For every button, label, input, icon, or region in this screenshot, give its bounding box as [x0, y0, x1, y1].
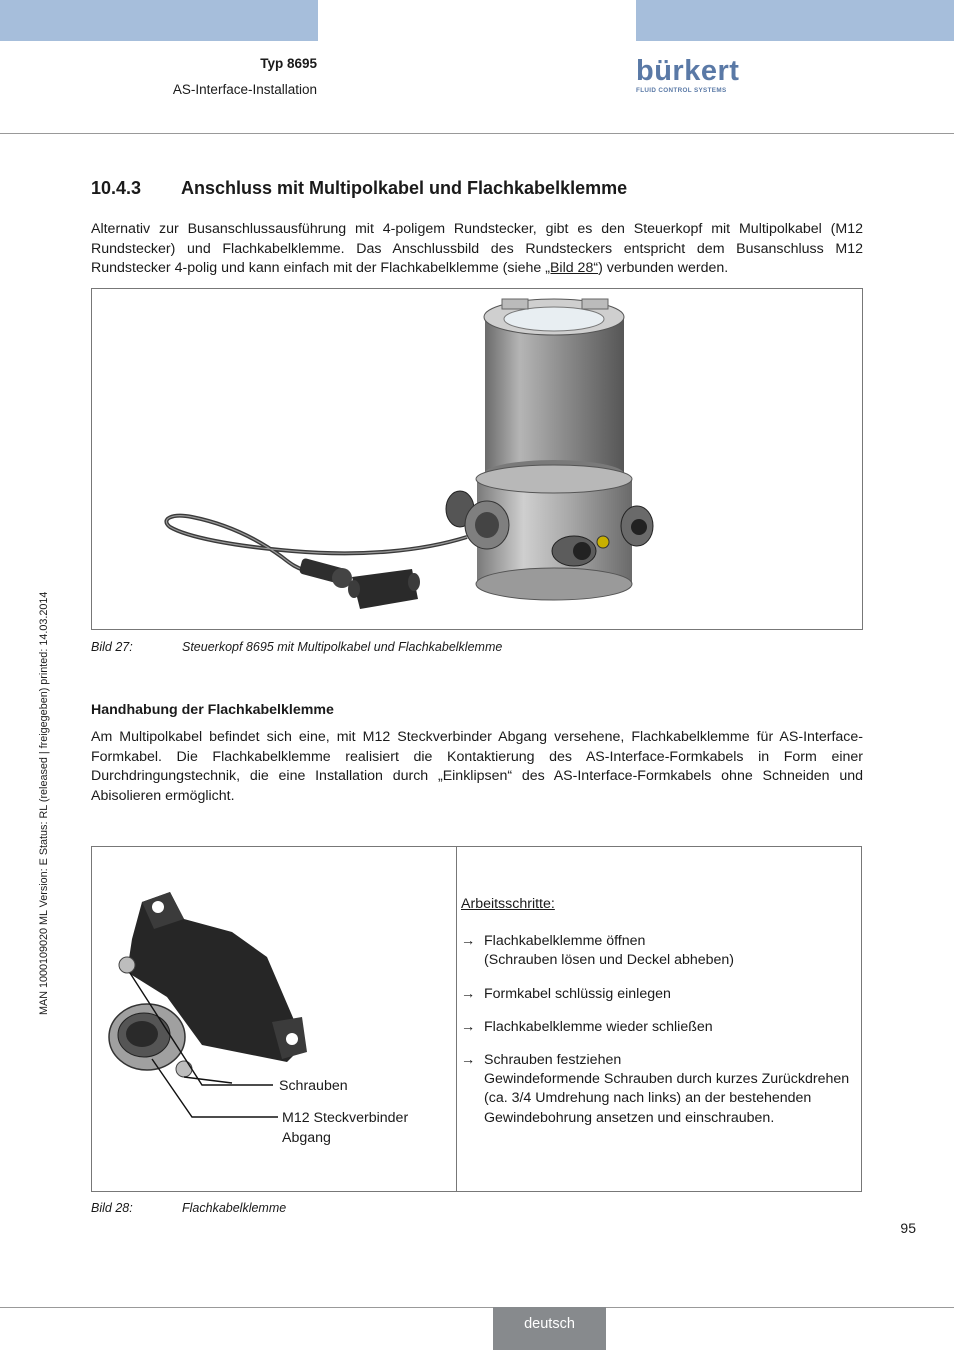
- header-type: Typ 8695: [260, 56, 317, 71]
- arrow-right-icon: →: [461, 933, 476, 950]
- step-text: Formkabel schlüssig einlegen: [484, 985, 671, 1002]
- step-detail: (Schrauben lösen und Deckel abheben): [484, 952, 735, 969]
- arrow-right-icon: →: [461, 1018, 476, 1035]
- figure-27-illustration: [92, 289, 862, 629]
- footer-divider: [0, 1307, 954, 1308]
- figure-28-caption-text: Flachkabelklemme: [182, 1201, 287, 1215]
- figure-28-frame: [91, 846, 862, 1192]
- step-text: Flachkabelklemme wieder schließen: [484, 1018, 713, 1035]
- label-m12-line1: M12 Steckverbinder: [282, 1110, 409, 1126]
- figure-27-caption: [91, 640, 502, 654]
- logo-tagline: FLUID CONTROL SYSTEMS: [636, 87, 727, 94]
- step-text: Schrauben festziehen: [484, 1052, 622, 1069]
- header-band-left: [0, 0, 318, 41]
- burkert-logo: [636, 55, 740, 98]
- figure-reference-link[interactable]: „Bild 28“: [545, 260, 599, 276]
- document-meta-sidebar: MAN 1000109020 ML Version: E Status: RL (released | freigegeben) printed: 14.03.2014: [38, 591, 50, 1015]
- step-item: [461, 1018, 856, 1037]
- language-tab: deutsch: [493, 1307, 606, 1350]
- section-title: [91, 178, 627, 199]
- logo-wordmark: bürkert: [636, 55, 740, 87]
- section-number: 10.4.3: [91, 178, 142, 198]
- figure-28-column-divider: [456, 847, 457, 1191]
- label-m12-line2: Abgang: [282, 1129, 331, 1146]
- step-item: [461, 1051, 856, 1128]
- figure-27-caption-label: Bild 27:: [91, 640, 133, 654]
- section-title-text: Anschluss mit Multipolkabel und Flachkabelklemme: [181, 178, 628, 198]
- figure-28-caption: [91, 1201, 286, 1215]
- intro-text-end: ) verbunden werden.: [598, 260, 729, 276]
- step-item: [461, 932, 856, 970]
- figure-27-frame: [91, 288, 863, 630]
- header-divider: [0, 133, 954, 134]
- header-band-right: [636, 0, 954, 41]
- figure-27-caption-text: Steuerkopf 8695 mit Multipolkabel und Flachkabelklemme: [182, 640, 503, 654]
- page-number: 95: [900, 1220, 916, 1236]
- intro-paragraph: [91, 220, 863, 279]
- arrow-right-icon: →: [461, 1052, 476, 1069]
- label-m12-connector: [282, 1109, 452, 1148]
- step-detail: Gewindeformende Schrauben durch kurzes Zurückdrehen (ca. 3/4 Umdrehung nach links) an der bestehenden Gewindebohrung ansetzen und einschrauben.: [484, 1071, 850, 1126]
- work-steps-title: Arbeitsschritte:: [461, 896, 555, 912]
- figure-28-caption-label: Bild 28:: [91, 1201, 133, 1215]
- step-text: Flachkabelklemme öffnen: [484, 933, 646, 950]
- intro-text-start: Alternativ zur Busanschlussausführung mit 4-poligem Rundstecker, gibt es den Steuerkopf mit Multipolkabel (M12 Rundstecker) und Flachkabelklemme. Das Anschlussbild des Rundsteckers entspricht dem Busanschluss M12 Rundstecker 4-polig und kann einfach mit der Flachkabelklemme (siehe: [91, 221, 863, 276]
- handling-heading: Handhabung der Flachkabelklemme: [91, 702, 334, 718]
- step-item: [461, 985, 856, 1004]
- header-subtitle: AS-Interface-Installation: [172, 82, 317, 97]
- arrow-right-icon: →: [461, 985, 476, 1002]
- work-steps: [461, 895, 856, 1142]
- handling-paragraph: Am Multipolkabel befindet sich eine, mit M12 Steckverbinder Abgang versehene, Flachkabelklemme für AS-Interface-Formkabel. Die Flachkabelklemme realisiert die Kontaktierung des AS-Interface-Formkabels in Form einer Durchdringungstechnik, die eine Installation durch „Einklipsen“ des AS-Interface-Formkabels ohne Schneiden und Abisolieren ermöglicht.: [91, 729, 863, 804]
- label-screws: Schrauben: [279, 1078, 348, 1094]
